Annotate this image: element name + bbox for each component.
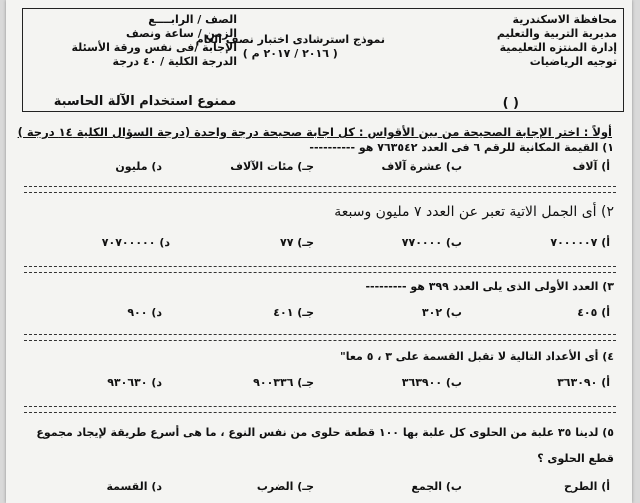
- divider: [24, 406, 616, 413]
- option-c: جـ) ٤٠١: [273, 306, 314, 319]
- option-a: أ) الطرح: [563, 480, 610, 493]
- directorate: مديرية التربية والتعليم: [496, 27, 617, 40]
- option-a: أ) ٣٦٣٠٩٠: [557, 376, 610, 389]
- answer-note: الإجابة /فى نفس ورقة الأسئلة: [71, 41, 237, 54]
- question-2-options: [34, 236, 610, 252]
- total-score: الدرجة الكلية / ٤٠ درجة: [112, 55, 237, 68]
- header-info: [71, 13, 237, 69]
- question-1-options: [34, 160, 610, 176]
- question-5-cont: قطع الحلوى ؟: [537, 452, 614, 465]
- option-d: د) ٩٣٠٦٣٠: [107, 376, 162, 389]
- school-year: ( ٢٠١٦ / ٢٠١٧ م ): [242, 47, 338, 60]
- exam-page: [6, 0, 632, 503]
- option-d: د) ٩٠٠: [127, 306, 162, 319]
- divider: [24, 266, 616, 273]
- governorate: محافظة الاسكندرية: [512, 13, 617, 26]
- question-4: ٤) أى الأعداد التالية لا تقبل القسمة على ٣ ، ٥ معا": [339, 350, 614, 363]
- question-1: ١) القيمة المكانية للرقم ٦ فى العدد ٧٦٣٥٤٢ هو ----------: [309, 141, 614, 154]
- option-b: ب) الجمع: [411, 480, 462, 493]
- option-b: ب) ٧٧٠٠٠٠: [401, 236, 462, 249]
- question-3-options: [34, 306, 610, 322]
- option-d: د) مليون: [115, 160, 162, 173]
- divider: [24, 334, 616, 341]
- option-b: ب) ٣٠٢: [421, 306, 462, 319]
- option-a: أ) ٤٠٥: [577, 306, 610, 319]
- question-5: ٥) لدينا ٣٥ علبة من الحلوى كل علبة بها ١٠٠ قطعة حلوى من نفس النوع ، ما هى أسرع طريقة لإيجاد مجموع: [36, 426, 614, 439]
- blank-parenthesis: ( ): [502, 96, 519, 111]
- option-d: د) ٧٠٧٠٠٠٠٠: [101, 236, 170, 249]
- question-3: ٣) العدد الأولى الذى يلى العدد ٣٩٩ هو ---------: [365, 280, 614, 293]
- option-c: جـ) ٧٧: [280, 236, 314, 249]
- grade: الصف / الرابــــع: [148, 13, 237, 26]
- option-b: ب) ٣٦٣٩٠٠: [401, 376, 462, 389]
- option-a: أ) آلاف: [572, 160, 610, 173]
- option-c: جـ) مئات الآلاف: [230, 160, 314, 173]
- question-5-options: [34, 480, 610, 496]
- option-c: جـ) الضرب: [256, 480, 314, 493]
- duration: الزمن / ساعة ونصف: [126, 27, 237, 40]
- exam-header: [22, 8, 624, 112]
- option-d: د) القسمة: [106, 480, 162, 493]
- question-2: ٢) أى الجمل الاتية تعبر عن العدد ٧ مليون وسبعة: [334, 204, 614, 220]
- question-4-options: [34, 376, 610, 392]
- divider: [24, 186, 616, 193]
- exam-title: نموذج استرشادى اختبار نصف العام: [195, 33, 385, 46]
- option-b: ب) عشرة آلاف: [381, 160, 462, 173]
- option-c: جـ) ٩٠٠٣٣٦: [253, 376, 314, 389]
- administration: إدارة المنتزه التعليمية: [499, 41, 617, 54]
- option-a: أ) ٧٠٠٠٠٠٧: [550, 236, 610, 249]
- header-authority: [497, 13, 617, 69]
- supervision: توجيه الرياضيات: [529, 55, 617, 68]
- section-title: أولاً : اختر الإجابة الصحيحة من بين الأقواس : كل اجابة صحيحة درجة واحدة (درجة السؤال الكلية ١٤ درجة ): [17, 125, 612, 139]
- calculator-warning: ممنوع استخدام الآلة الحاسبة: [53, 94, 237, 109]
